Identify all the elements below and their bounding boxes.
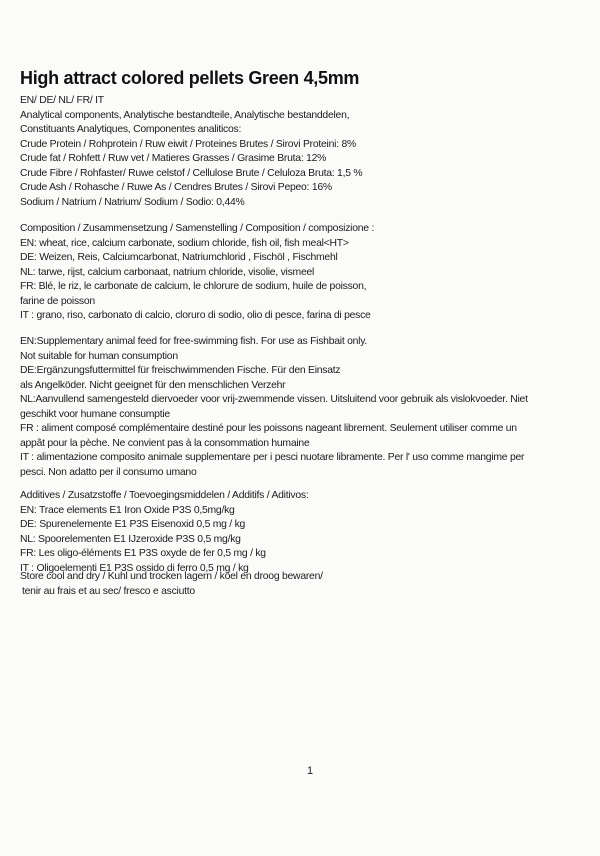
text-line: DE: Weizen, Reis, Calciumcarbonat, Natriumchlorid , Fischöl , Fischmehl [20, 252, 338, 264]
text-line: Crude Protein / Rohprotein / Ruw eiwit / Proteines Brutes / Sirovi Proteini: 8% [20, 138, 356, 150]
text-line: Crude fat / Rohfett / Ruw vet / Matieres Grasses / Grasime Bruta: 12% [20, 153, 327, 165]
text-line: Crude Fibre / Rohfaster/ Ruwe celstof / Cellulose Brute / Celuloza Bruta: 1,5 % [20, 167, 363, 179]
text-line: EN: wheat, rice, calcium carbonate, sodium chloride, fish oil, fish meal<HT> [20, 237, 349, 249]
page-number: 1 [307, 765, 314, 777]
text-line: Composition / Zusammensetzung / Samenstelling / Composition / composizione : [20, 223, 375, 234]
text-line: DE: Spurenelemente E1 P3S Eisenoxid 0,5 mg / kg [20, 519, 246, 531]
analytical-components-section [20, 94, 362, 210]
text-line: appât pour la pèche. Ne convient pas à la consommation humaine [20, 437, 310, 449]
text-line: IT : grano, riso, carbonato di calcio, cloruro di sodio, olio di pesce, farina di pesce [20, 310, 371, 322]
text-line: Store cool and dry / Kuhl und trocken lagern / koel en droog bewaren/ [20, 571, 323, 582]
text-line: EN:Supplementary animal feed for free-swimming fish. For use as Fishbait only. [20, 336, 368, 347]
text-line: Additives / Zusatzstoffe / Toevoegingsmiddelen / Additifs / Aditivos: [20, 490, 309, 501]
text-line: Sodium / Natrium / Natrium/ Sodium / Sodio: 0,44% [20, 196, 245, 208]
storage-section [20, 570, 323, 599]
text-line: farine de poisson [20, 295, 95, 307]
text-line: DE:Ergänzungsfuttermittel für freischwimmenden Fische. Für den Einsatz [20, 365, 341, 377]
text-line: tenir au frais et au sec/ fresco e asciutto [22, 585, 195, 597]
additives-section [20, 489, 308, 576]
document-title: High attract colored pellets Green 4,5mm [20, 68, 360, 88]
text-line: FR: Les oligo-éléments E1 P3S oxyde de fer 0,5 mg / kg [20, 548, 266, 560]
text-line: NL: tarwe, rijst, calcium carbonaat, natrium chloride, visolie, vismeel [20, 266, 315, 278]
text-line: geschikt voor humane consumptie [20, 408, 170, 420]
composition-section [20, 222, 374, 324]
text-line: pesci. Non adatto per il consumo umano [20, 466, 197, 478]
text-line: IT : Oligoelementi E1 P3S ossido di ferro 0,5 mg / kg [20, 562, 249, 574]
text-line: Not suitable for human consumption [20, 350, 178, 362]
text-line: EN/ DE/ NL/ FR/ IT [20, 95, 104, 106]
text-line: FR: Blé, le riz, le carbonate de calcium, le chlorure de sodium, huile de poisson, [20, 281, 367, 293]
text-line: als Angelköder. Nicht geeignet für den menschlichen Verzehr [20, 379, 286, 391]
text-line: NL: Spoorelementen E1 IJzeroxide P3S 0,5 mg/kg [20, 533, 241, 545]
text-line: IT : alimentazione composito animale supplementare per i pesci nuotare libramente. Per l' uso comme mangime per [20, 452, 525, 464]
usage-section [20, 335, 528, 480]
text-line: Analytical components, Analytische bestandteile, Analytische bestanddelen, [20, 109, 350, 121]
text-line: EN: Trace elements E1 Iron Oxide P3S 0,5mg/kg [20, 504, 235, 516]
text-line: Crude Ash / Rohasche / Ruwe As / Cendres Brutes / Sirovi Pepeo: 16% [20, 182, 332, 194]
text-line: NL:Aanvullend samengesteld diervoeder voor vrij-zwemmende vissen. Uitsluitend voor gebruik als vislokvoeder. Niet [20, 394, 528, 406]
text-line: FR : aliment composé complémentaire destiné pour les poissons nageant librement. Seulement utiliser comme un [20, 423, 517, 435]
text-line: Constituants Analytiques, Componentes analiticos: [20, 124, 242, 136]
